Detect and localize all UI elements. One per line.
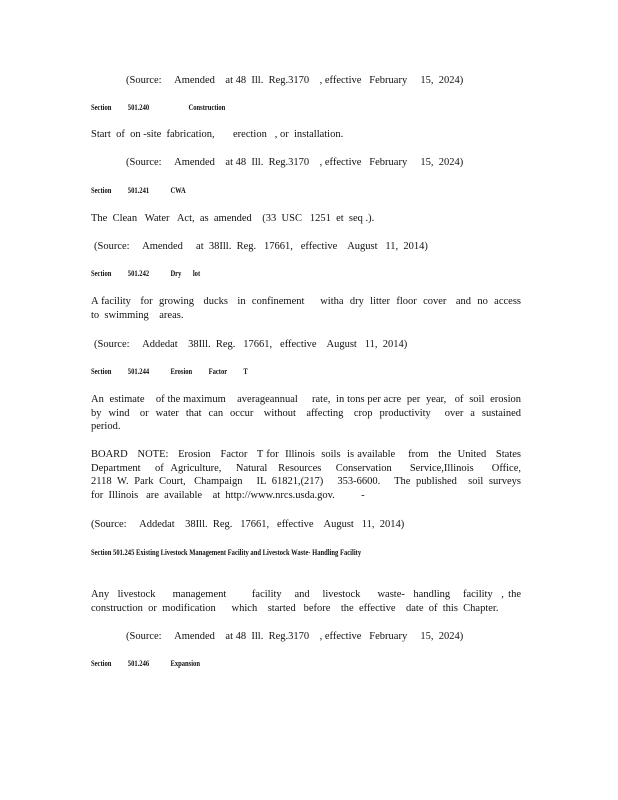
definition-dry-lot: A facility for growing ducks in confinement witha dry litter floor cover and no access to swimming areas. xyxy=(91,296,532,321)
source-note-6: (Source: Amended at 48 Ill. Reg.3170 , effective February 15, 2024) xyxy=(126,631,464,642)
section-heading-501-244: Section 501.244 Erosion Factor T xyxy=(91,367,248,376)
section-heading-501-241: Section 501.241 CWA xyxy=(91,186,186,195)
source-note-4: (Source: Addedat 38Ill. Reg. 17661, effective August 11, 2014) xyxy=(94,339,408,350)
source-note-3: (Source: Amended at 38Ill. Reg. 17661, effective August 11, 2014) xyxy=(94,241,428,252)
definition-existing-facility: Any livestock management facility and livestock waste- handling facility , the construction or modification which started before the effective date of this Chapter. xyxy=(91,589,527,614)
definition-cwa: The Clean Water Act, as amended (33 USC 1251 et seq .). xyxy=(91,213,375,224)
source-note-1: (Source: Amended at 48 Ill. Reg.3170 , effective February 15, 2024) xyxy=(126,75,464,86)
section-heading-501-245: Section 501.245 Existing Livestock Management Facility and Livestock Waste- Handling Facility xyxy=(91,548,362,557)
source-note-2: (Source: Amended at 48 Ill. Reg.3170 , effective February 15, 2024) xyxy=(126,157,464,168)
section-heading-501-246: Section 501.246 Expansion xyxy=(91,659,200,668)
definition-erosion-factor-t: An estimate of the maximum averageannual rate, in tons per acre per year, of soil erosion by wind or water that can occur without affecting crop productivity over a sustained period. xyxy=(91,394,532,432)
definition-construction: Start of on -site fabrication, erection , or installation. xyxy=(91,129,344,140)
section-heading-501-240: Section 501.240 Construction xyxy=(91,103,226,112)
source-note-5: (Source: Addedat 38Ill. Reg. 17661, effective August 11, 2014) xyxy=(91,519,405,530)
board-note-erosion: BOARD NOTE: Erosion Factor T for Illinois soils is available from the United States Department of Agriculture, Natural Resources Conservation Service,Illinois Office, 2118 W. Park Court, Champaign IL 61821,(217) 353-6600. The published soil surveys for Illinois are available at http://www.nrcs.usda.gov. - xyxy=(91,449,529,501)
section-heading-501-242: Section 501.242 Dry lot xyxy=(91,269,201,278)
